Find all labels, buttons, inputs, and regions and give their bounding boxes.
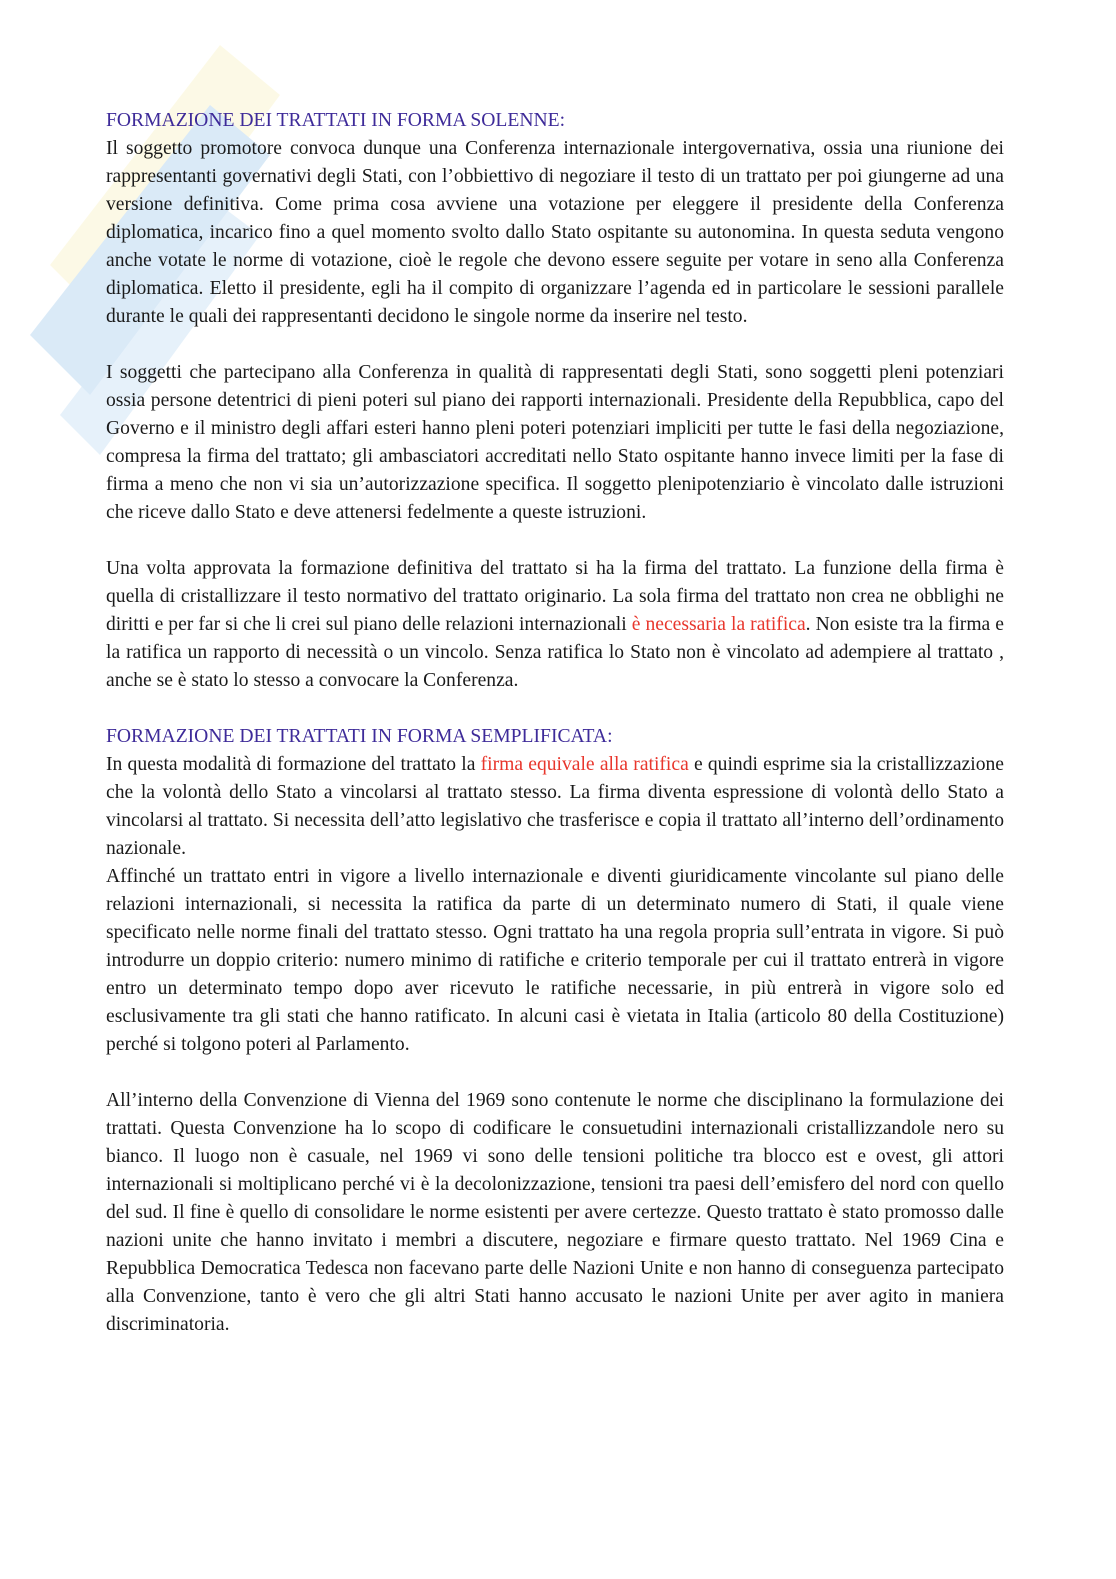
paragraph-semplificata [106,751,1004,863]
paragraph-conferenza: Il soggetto promotore convoca dunque una Conferenza internazionale intergovernativa, ossia una riunione dei rappresentanti governativi degli Stati, con l’obbiettivo di negoziare il testo di un trattato per poi giungerne ad una versione definitiva. Come prima cosa avviene una votazione per eleggere il presidente della Conferenza diplomatica, incarico fino a quel momento svolto dallo Stato ospitante su autonomina. In questa seduta vengono anche votate le norme di votazione, cioè le regole che devono essere seguite per votare in seno alla Conferenza diplomatica. Eletto il presidente, egli ha il compito di organizzare l’agenda ed in particolare le sessioni parallele durante le quali dei rappresentanti decidono le singole norme da inserire nel testo. [106,138,1004,327]
paragraph-convenzione-vienna: All’interno della Convenzione di Vienna del 1969 sono contenute le norme che disciplinano la formulazione dei trattati. Questa Convenzione ha lo scopo di codificare le consuetudini internazionali cristallizzandole nero su bianco. Il luogo non è casuale, nel 1969 vi sono delle tensioni politiche tra blocco est e ovest, gli attori internazionali si moltiplicano perché vi è la decolonizzazione, tensioni tra paesi dell’emisfero del nord con quello del sud. Il fine è quello di consolidare le norme esistenti per avere certezze. Questo trattato è stato promosso dalle nazioni unite che hanno invitato i membri a discutere, negoziare e firmare questo trattato. Nel 1969 Cina e Repubblica Democratica Tedesca non facevano parte delle Nazioni Unite e non hanno di conseguenza partecipato alla Convenzione, tanto è vero che gli altri Stati hanno accusato le nazioni Unite per aver agito in maniera discriminatoria. [106,1090,1004,1335]
document-body [106,107,1004,1339]
highlight-firma-equivale: firma equivale alla ratifica [480,754,689,775]
section-heading-solenne: FORMAZIONE DEI TRATTATI IN FORMA SOLENNE: [106,110,566,131]
paragraph-firma-text-b: . Non esiste tra la firma e la ratifica un rapporto di necessità o un vincolo. Senza ratifica lo Stato non è vincolato ad adempiere al trattato , anche se è stato lo stesso a convocare la Conferenza. [106,614,1004,691]
paragraph-semplificata-text-a: In questa modalità di formazione del trattato la [106,754,481,775]
highlight-necessaria-ratifica: è necessaria la ratifica [631,614,806,635]
paragraph-firma [106,555,1004,695]
section-heading-semplificata: FORMAZIONE DEI TRATTATI IN FORMA SEMPLIFICATA: [106,726,613,747]
paragraph-semplificata-text-b: e quindi esprime sia la cristallizzazione che la volontà dello Stato a vincolarsi al trattato stesso. La firma diventa espressione di volontà dello Stato a vincolarsi al trattato. Si necessita dell’atto legislativo che trasferisce e copia il trattato all’interno dell’ordinamento nazionale. [106,754,1004,859]
paragraph-entrata-vigore: Affinché un trattato entri in vigore a livello internazionale e diventi giuridicamente vincolante sul piano delle relazioni internazionali, si necessita la ratifica da parte di un determinato numero di Stati, il quale viene specificato nelle norme finali del trattato stesso. Ogni trattato ha una regola propria sull’entrata in vigore. Si può introdurre un doppio criterio: numero minimo di ratifiche e criterio temporale per cui il trattato entrerà in vigore entro un determinato tempo dopo aver ricevuto le ratifiche necessarie, in più entrerà in vigore solo ed esclusivamente tra gli stati che hanno ratificato. In alcuni casi è vietata in Italia (articolo 80 della Costituzione) perché si tolgono poteri al Parlamento. [106,866,1004,1055]
paragraph-plenipotenziari: I soggetti che partecipano alla Conferenza in qualità di rappresentati degli Stati, sono soggetti pleni potenziari ossia persone detentrici di pieni poteri sul piano dei rapporti internazionali. Presidente della Repubblica, capo del Governo e il ministro degli affari esteri hanno pleni poteri potenziari impliciti per tutte le fasi della negoziazione, compresa la firma del trattato; gli ambasciatori accreditati nello Stato ospitante hanno invece limiti per la fase di firma a meno che non vi sia un’autorizzazione specifica. Il soggetto plenipotenziario è vincolato dalle istruzioni che riceve dallo Stato e deve attenersi fedelmente a queste istruzioni. [106,362,1004,523]
paragraph-firma-text-a: Una volta approvata la formazione definitiva del trattato si ha la firma del trattato. La funzione della firma è quella di cristallizzare il testo normativo del trattato originario. La sola firma del trattato non crea ne obblighi ne diritti e per far si che li crei sul piano delle relazioni internazionali [106,558,1004,635]
